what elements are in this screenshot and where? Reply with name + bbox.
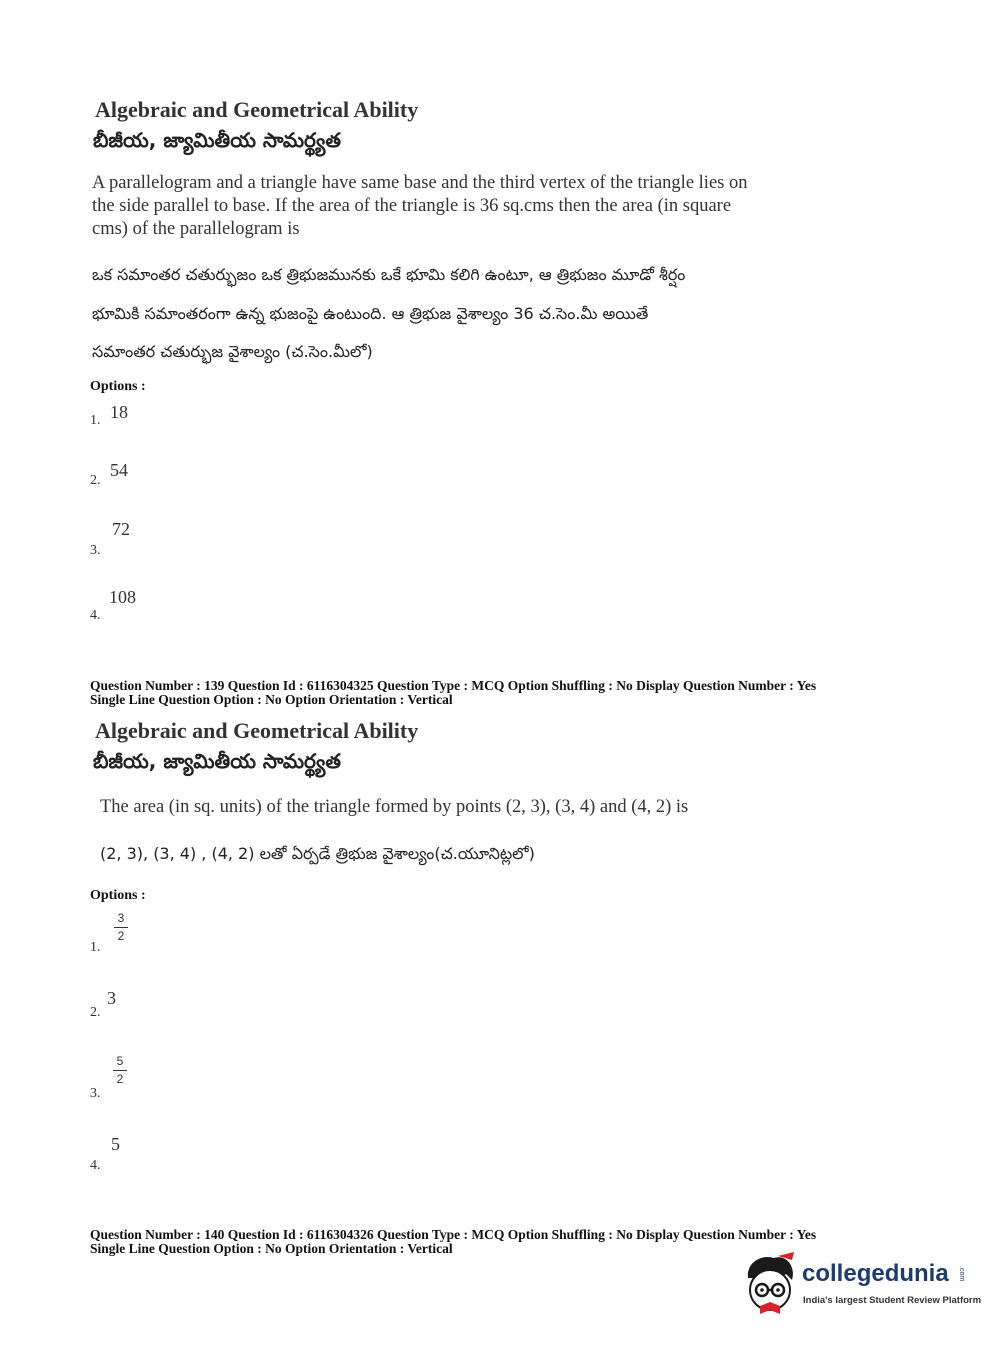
collegedunia-logo[interactable] — [742, 1252, 982, 1318]
option-4-value[interactable]: 108 — [109, 587, 136, 607]
fraction-numerator: 3 — [117, 911, 125, 925]
question-meta-line: Single Line Question Option : No Option Orientation : Vertical — [90, 692, 453, 707]
question-text: The area (in sq. units) of the triangle formed by points (2, 3), (3, 4) and (4, 2) is — [100, 797, 689, 817]
option-2-value[interactable]: 3 — [107, 988, 116, 1008]
option-number: 2. — [90, 1005, 101, 1020]
option-number: 3. — [90, 1086, 101, 1101]
option-1-fraction[interactable] — [114, 912, 128, 943]
option-number: 1. — [90, 413, 101, 428]
option-number: 2. — [90, 473, 101, 488]
question-meta-line: Question Number : 140 Question Id : 6116304326 Question Type : MCQ Option Shuffling : No Display Question Number : Yes — [90, 1227, 817, 1242]
option-2-value[interactable]: 54 — [110, 460, 128, 480]
section-title-telugu: బీజీయ, జ్యామితీయ సామర్థ్యత — [93, 128, 341, 152]
logo-wordmark: collegedunia — [802, 1260, 949, 1287]
question-text-telugu-line: భూమికి సమాంతరంగా ఉన్న భుజంపై ఉంటుంది. ఆ త్రిభుజ వైశాల్యం 36 చ.సెం.మీ అయితే — [92, 304, 649, 323]
question-meta — [90, 1228, 816, 1256]
question-text — [92, 172, 747, 241]
option-number: 1. — [90, 940, 101, 955]
option-number: 4. — [90, 1158, 101, 1173]
option-number: 3. — [90, 543, 101, 558]
section-title: Algebraic and Geometrical Ability — [95, 718, 419, 743]
options-label: Options : — [90, 888, 146, 903]
fraction-denominator: 2 — [117, 929, 125, 943]
question-line: the side parallel to base. If the area of the triangle is 36 sq.cms then the area (in square — [92, 196, 732, 216]
logo-tagline: India's largest Student Review Platform — [803, 1295, 982, 1306]
question-line: A parallelogram and a triangle have same base and the third vertex of the triangle lies on — [92, 173, 748, 193]
question-text-telugu-line: సమాంతర చతుర్భుజ వైశాల్యం (చ.సెం.మీలో) — [92, 342, 373, 361]
question-line: cms) of the parallelogram is — [92, 219, 300, 239]
option-3-value[interactable]: 72 — [112, 519, 130, 539]
mascot-icon — [742, 1252, 800, 1316]
option-number: 4. — [90, 608, 101, 623]
option-4-value[interactable]: 5 — [111, 1134, 120, 1154]
fraction-bar — [114, 927, 128, 928]
fraction-bar — [113, 1070, 127, 1071]
question-meta-line: Question Number : 139 Question Id : 6116304325 Question Type : MCQ Option Shuffling : No Display Question Number : Yes — [90, 678, 817, 693]
question-text-telugu: (2, 3), (3, 4) , (4, 2) లతో ఏర్పడే త్రిభుజ వైశాల్యం(చ.యూనిట్లలో) — [100, 844, 535, 863]
question-text-telugu-line: ఒక సమాంతర చతుర్భుజం ఒక త్రిభుజమునకు ఒకే భూమి కలిగి ఉంటూ, ఆ త్రిభుజం మూడో శీర్షం — [92, 265, 686, 284]
option-1-value[interactable]: 18 — [110, 402, 128, 422]
logo-suffix: .com — [958, 1266, 965, 1282]
section-title-telugu: బీజీయ, జ్యామితీయ సామర్థ్యత — [93, 749, 341, 773]
options-label: Options : — [90, 379, 146, 394]
option-3-fraction[interactable] — [113, 1055, 127, 1086]
section-title: Algebraic and Geometrical Ability — [95, 97, 419, 122]
fraction-numerator: 5 — [116, 1054, 124, 1068]
fraction-denominator: 2 — [116, 1072, 124, 1086]
question-meta-line: Single Line Question Option : No Option Orientation : Vertical — [90, 1241, 453, 1256]
question-meta — [90, 679, 816, 707]
